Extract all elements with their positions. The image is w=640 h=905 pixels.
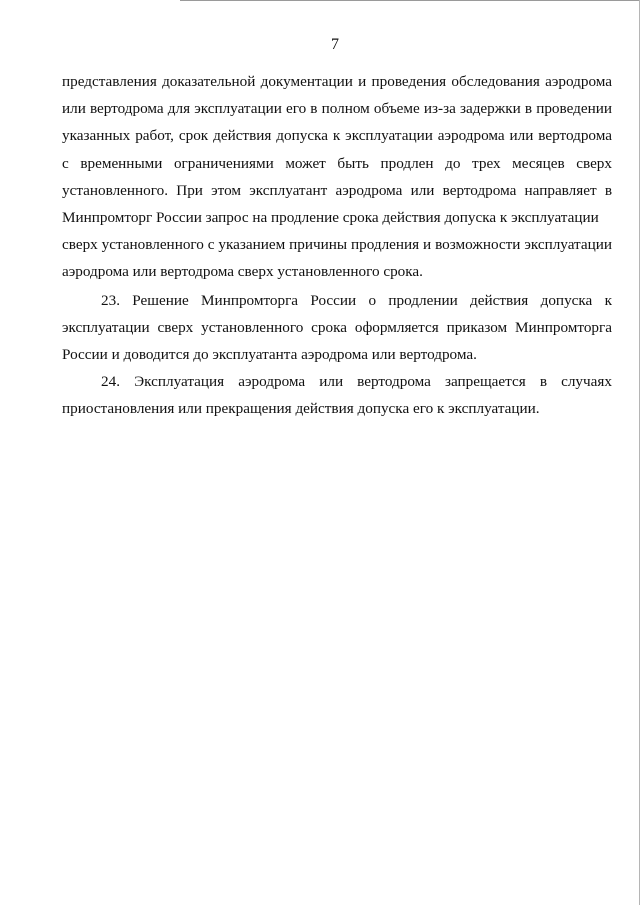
paragraph-item-24 [62, 368, 612, 422]
paragraph-item-23 [62, 287, 612, 369]
text-line: 24. Эксплуатация аэродрома или вертодрома запрещается в случаях [101, 373, 612, 390]
text-line: Минпромторг России запрос на продление срока действия допуска к эксплуатации [62, 209, 599, 227]
text-line: указанных работ, срок действия допуска к эксплуатации аэродрома или вертодрома [62, 127, 612, 145]
text-line: сверх установленного с указанием причины продления и возможности эксплуатации [62, 236, 612, 254]
paragraph-continuation [62, 68, 612, 286]
text-line: 23. Решение Минпромторга России о продлении действия допуска к [101, 292, 612, 309]
text-line: России и доводится до эксплуатанта аэродрома или вертодрома. [62, 346, 477, 364]
text-line: эксплуатации сверх установленного срока оформляется приказом Минпромторга [62, 319, 612, 337]
text-line: или вертодрома для эксплуатации его в полном объеме из-за задержки в проведении [62, 100, 612, 118]
scan-edge-top [180, 0, 640, 1]
page-number: 7 [331, 36, 339, 53]
text-line: приостановления или прекращения действия допуска его к эксплуатации. [62, 400, 540, 418]
text-line: установленного. При этом эксплуатант аэродрома или вертодрома направляет в [62, 181, 612, 199]
text-line: с временными ограничениями может быть продлен до трех месяцев сверх [62, 154, 612, 172]
text-line: аэродрома или вертодрома сверх установленного срока. [62, 263, 423, 281]
text-line: представления доказательной документации и проведения обследования аэродрома [62, 73, 612, 90]
